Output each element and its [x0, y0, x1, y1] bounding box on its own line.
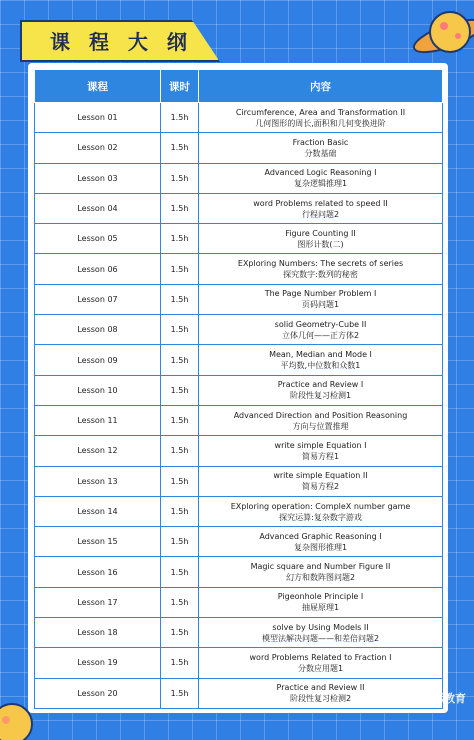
content-cell	[199, 496, 443, 526]
content-english: word Problems related to speed II	[253, 198, 388, 208]
hours-cell: 1.5h	[161, 466, 199, 496]
hours-cell: 1.5h	[161, 133, 199, 163]
lesson-cell: Lesson 20	[35, 678, 161, 708]
content-cell	[199, 315, 443, 345]
content-english: word Problems Related to Fraction I	[249, 652, 392, 662]
table-row	[35, 648, 443, 678]
lesson-cell: Lesson 10	[35, 375, 161, 405]
table-row	[35, 557, 443, 587]
table-row	[35, 618, 443, 648]
content-english: write simple Equation I	[274, 440, 367, 450]
hours-cell: 1.5h	[161, 557, 199, 587]
content-chinese: 探究数字:数列的秘密	[283, 270, 358, 280]
content-chinese: 简易方程2	[301, 482, 340, 492]
hours-cell: 1.5h	[161, 103, 199, 133]
table-row	[35, 345, 443, 375]
content-english: The Page Number Problem I	[264, 289, 377, 299]
content-chinese: 幻方和数阵图问题2	[285, 573, 356, 583]
lesson-cell: Lesson 04	[35, 193, 161, 223]
content-cell	[199, 587, 443, 617]
content-english: Pigeonhole Principle I	[277, 592, 364, 602]
content-cell	[199, 466, 443, 496]
content-english: Advanced Graphic Reasoning I	[259, 531, 382, 541]
course-panel	[28, 63, 448, 713]
content-chinese: 平均数,中位数和众数1	[280, 361, 361, 371]
table-row	[35, 284, 443, 314]
content-english: write simple Equation II	[273, 471, 368, 481]
hours-cell: 1.5h	[161, 284, 199, 314]
hours-cell: 1.5h	[161, 224, 199, 254]
content-cell	[199, 193, 443, 223]
content-chinese: 探究运算:复杂数字游戏	[279, 512, 362, 522]
content-chinese: 简易方程1	[301, 451, 340, 461]
table-row	[35, 587, 443, 617]
lesson-cell: Lesson 03	[35, 163, 161, 193]
lesson-cell: Lesson 08	[35, 315, 161, 345]
hours-cell: 1.5h	[161, 193, 199, 223]
content-cell	[199, 103, 443, 133]
table-header-row	[35, 70, 443, 103]
content-cell	[199, 254, 443, 284]
hours-cell: 1.5h	[161, 315, 199, 345]
table-row	[35, 496, 443, 526]
content-chinese: 模型法解决问题——和差倍问题2	[261, 633, 380, 643]
content-chinese: 分数应用题1	[297, 663, 344, 673]
content-cell	[199, 375, 443, 405]
content-cell	[199, 648, 443, 678]
hours-cell: 1.5h	[161, 618, 199, 648]
lesson-cell: Lesson 19	[35, 648, 161, 678]
content-english: Mean, Median and Mode I	[269, 350, 372, 360]
hours-cell: 1.5h	[161, 405, 199, 435]
content-cell	[199, 133, 443, 163]
content-english: Circumference, Area and Transformation II	[235, 107, 406, 117]
table-row	[35, 527, 443, 557]
course-table	[34, 69, 443, 709]
lesson-cell: Lesson 05	[35, 224, 161, 254]
header-hours: 课时	[161, 70, 199, 103]
hours-cell: 1.5h	[161, 254, 199, 284]
content-chinese: 行程问题2	[301, 209, 340, 219]
content-chinese: 复杂逻辑推理1	[293, 179, 348, 189]
hours-cell: 1.5h	[161, 496, 199, 526]
lesson-cell: Lesson 14	[35, 496, 161, 526]
lesson-cell: Lesson 15	[35, 527, 161, 557]
page-title: 课 程 大 纲	[50, 30, 193, 54]
planet-icon	[400, 0, 474, 70]
hours-cell: 1.5h	[161, 648, 199, 678]
lesson-cell: Lesson 13	[35, 466, 161, 496]
table-row	[35, 193, 443, 223]
content-chinese: 方向与位置推理	[292, 421, 349, 431]
header-content: 内容	[199, 70, 443, 103]
content-cell	[199, 224, 443, 254]
content-english: solid Geometry-Cube II	[274, 319, 367, 329]
lesson-cell: Lesson 18	[35, 618, 161, 648]
table-row	[35, 405, 443, 435]
hours-cell: 1.5h	[161, 163, 199, 193]
content-cell	[199, 436, 443, 466]
content-cell	[199, 405, 443, 435]
lesson-cell: Lesson 16	[35, 557, 161, 587]
hours-cell: 1.5h	[161, 345, 199, 375]
table-row	[35, 436, 443, 466]
content-cell	[199, 527, 443, 557]
table-row	[35, 466, 443, 496]
table-row	[35, 224, 443, 254]
content-english: Advanced Direction and Position Reasoning	[233, 410, 408, 420]
table-row	[35, 375, 443, 405]
lesson-cell: Lesson 01	[35, 103, 161, 133]
content-english: Magic square and Number Figure II	[250, 562, 391, 572]
content-chinese: 立体几何——正方体2	[281, 330, 360, 340]
table-row	[35, 254, 443, 284]
lesson-cell: Lesson 11	[35, 405, 161, 435]
content-english: Figure Counting II	[285, 228, 356, 238]
content-cell	[199, 284, 443, 314]
content-chinese: 抽屉原理1	[301, 603, 340, 613]
content-english: Practice and Review II	[276, 683, 365, 693]
content-chinese: 阶段性复习检测1	[289, 391, 352, 401]
table-row	[35, 315, 443, 345]
lesson-cell: Lesson 17	[35, 587, 161, 617]
header-course: 课程	[35, 70, 161, 103]
content-english: Advanced Logic Reasoning I	[264, 168, 377, 178]
hours-cell: 1.5h	[161, 436, 199, 466]
table-row	[35, 103, 443, 133]
content-chinese: 几何图形的周长,面积和几何变换进阶	[255, 118, 386, 128]
content-cell	[199, 618, 443, 648]
table-row	[35, 133, 443, 163]
hours-cell: 1.5h	[161, 678, 199, 708]
lesson-cell: Lesson 09	[35, 345, 161, 375]
content-chinese: 复杂图形推理1	[293, 542, 348, 552]
watermark-logo: 育 犀牛国际教育	[385, 692, 466, 705]
content-cell	[199, 345, 443, 375]
content-english: Fraction Basic	[292, 137, 349, 147]
lesson-cell: Lesson 12	[35, 436, 161, 466]
table-row	[35, 163, 443, 193]
lesson-cell: Lesson 06	[35, 254, 161, 284]
lesson-cell: Lesson 02	[35, 133, 161, 163]
lesson-cell: Lesson 07	[35, 284, 161, 314]
content-english: Practice and Review I	[277, 380, 364, 390]
content-chinese: 图形计数(二)	[297, 239, 344, 249]
content-english: solve by Using Models II	[272, 622, 369, 632]
content-chinese: 阶段性复习检测2	[289, 694, 352, 704]
table-row	[35, 678, 443, 708]
content-english: EXploring Numbers: The secrets of series	[237, 259, 404, 269]
content-cell	[199, 557, 443, 587]
content-chinese: 分数基础	[304, 148, 337, 158]
content-english: EXploring operation: CompleX number game	[230, 501, 411, 511]
hours-cell: 1.5h	[161, 527, 199, 557]
hours-cell: 1.5h	[161, 375, 199, 405]
content-cell	[199, 163, 443, 193]
hours-cell: 1.5h	[161, 587, 199, 617]
content-chinese: 页码问题1	[301, 300, 340, 310]
